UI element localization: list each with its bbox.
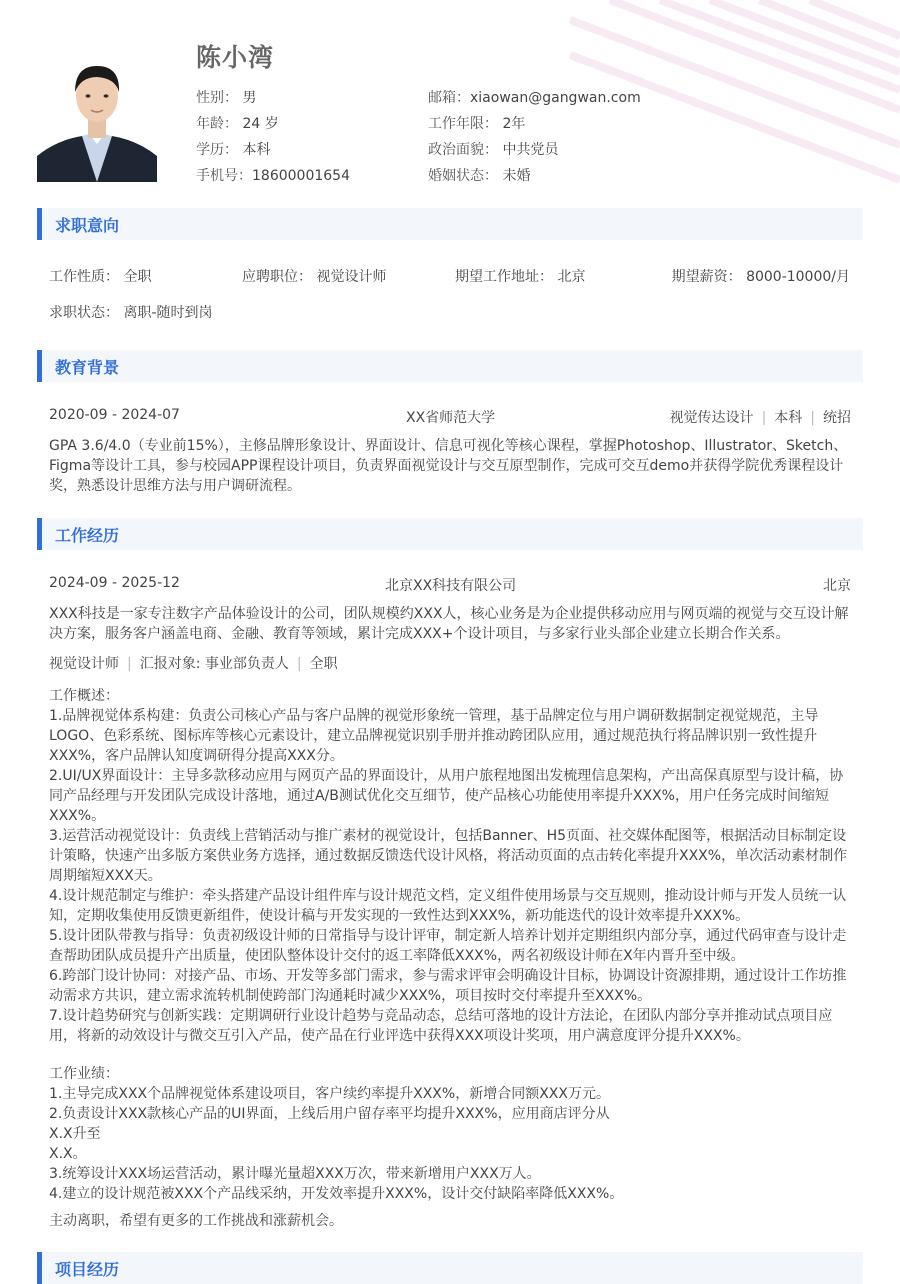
result-item: 1.主导完成XXX个品牌视觉体系建设项目，客户续约率提升XXX%，新增合同额XXX万元。 bbox=[49, 1086, 610, 1102]
email-info: 邮箱：xiaowan@gangwan.com bbox=[428, 90, 641, 106]
section-header-work: 工作经历 bbox=[37, 518, 863, 550]
gender-info: 性别： 男 bbox=[196, 90, 257, 106]
education-info: 学历： 本科 bbox=[196, 142, 271, 158]
result-item: X.X。 bbox=[49, 1146, 87, 1162]
candidate-name: 陈小湾 bbox=[196, 43, 275, 72]
edu-meta: 视觉传达设计 | 本科 | 统招 bbox=[669, 410, 851, 426]
phone-info: 手机号：18600001654 bbox=[196, 168, 350, 184]
result-item: 3.统筹设计XXX场运营活动，累计曝光量超XXX万次，带来新增用户XXX万人。 bbox=[49, 1166, 541, 1182]
result-item: X.X升至 bbox=[49, 1126, 101, 1142]
job-city: 期望工作地址： 北京 bbox=[455, 269, 586, 285]
age-info: 年龄： 24 岁 bbox=[196, 116, 279, 132]
job-position: 应聘职位： 视觉设计师 bbox=[242, 269, 387, 285]
overview-item: 5.设计团队带教与指导：负责初级设计师的日常指导与设计评审，制定新人培养计划并定期组织内部分享，通过代码审查与设计走查帮助团队成员提升产出质量，使团队整体设计交付的返工率降低XXX%，两名初级设计师在X年内晋升至中级。 bbox=[49, 928, 847, 964]
years-info: 工作年限： 2年 bbox=[428, 116, 526, 132]
edu-school: XX省师范大学 bbox=[406, 410, 496, 426]
edu-period: 2020-09 - 2024-07 bbox=[49, 407, 180, 423]
overview-item: 7.设计趋势研究与创新实践：定期调研行业设计趋势与竞品动态，总结可落地的设计方法论，在团队内部分享并推动试点项目应用，将新的动效设计与微交互引入产品，使产品在行业评选中获得XXX项设计奖项，用户满意度评分提升XXX%。 bbox=[49, 1008, 833, 1044]
overview-title: 工作概述： bbox=[49, 688, 119, 704]
work-city: 北京 bbox=[823, 578, 851, 594]
section-header-education: 教育背景 bbox=[37, 350, 863, 382]
result-item: 4.建立的设计规范被XXX个产品线采纳，开发效率提升XXX%，设计交付缺陷率降低XXX%。 bbox=[49, 1186, 624, 1202]
section-header-project: 项目经历 bbox=[37, 1252, 863, 1284]
overview-item: 4.设计规范制定与维护：牵头搭建产品设计组件库与设计规范文档，定义组件使用场景与交互规则，推动设计师与开发人员统一认知，定期收集使用反馈更新组件，使设计稿与开发实现的一致性达到XXX%，新功能迭代的设计效率提升XXX%。 bbox=[49, 888, 847, 924]
marital-info: 婚姻状态： 未婚 bbox=[428, 168, 531, 184]
overview-item: 3.运营活动视觉设计：负责线上营销活动与推广素材的视觉设计，包括Banner、H5页面、社交媒体配图等，根据活动目标制定设计策略，快速产出多版方案供业务方选择，通过数据反馈迭代设计风格，将活动页面的点击转化率提升XXX%，单次活动素材制作周期缩短XXX天。 bbox=[49, 828, 848, 884]
company-intro: XXX科技是一家专注数字产品体验设计的公司，团队规模约XXX人，核心业务是为企业提供移动应用与网页端的视觉与交互设计解决方案，服务客户涵盖电商、金融、教育等领域，累计完成XXX+个设计项目，与多家行业头部企业建立长期合作关系。 bbox=[49, 606, 849, 642]
results-title: 工作业绩： bbox=[49, 1066, 119, 1082]
overview-item: 1.品牌视觉体系构建：负责公司核心产品与客户品牌的视觉形象统一管理，基于品牌定位与用户调研数据制定视觉规范，主导LOGO、色彩系统、图标库等核心元素设计，建立品牌视觉识别手册并推动跨团队应用，通过规范执行将品牌识别一致性提升XXX%，客户品牌认知度调研得分提高XXX分。 bbox=[49, 708, 819, 764]
work-results bbox=[49, 1064, 854, 1204]
work-overview bbox=[49, 686, 854, 1046]
job-salary: 期望薪资： 8000-10000/月 bbox=[671, 269, 850, 285]
job-type: 工作性质： 全职 bbox=[49, 269, 152, 285]
work-company: 北京XX科技有限公司 bbox=[385, 578, 517, 594]
job-status: 求职状态： 离职-随时到岗 bbox=[49, 305, 213, 321]
political-info: 政治面貌： 中共党员 bbox=[428, 142, 559, 158]
work-period: 2024-09 - 2025-12 bbox=[49, 575, 180, 591]
section-header-intent: 求职意向 bbox=[37, 208, 863, 240]
avatar bbox=[37, 44, 157, 182]
leave-reason: 主动离职，希望有更多的工作挑战和涨薪机会。 bbox=[49, 1213, 343, 1229]
overview-item: 2.UI/UX界面设计：主导多款移动应用与网页产品的界面设计，从用户旅程地图出发梳理信息架构，产出高保真原型与设计稿，协同产品经理与开发团队完成设计落地，通过A/B测试优化交互细节，使产品核心功能使用率提升XXX%，用户任务完成时间缩短XXX%。 bbox=[49, 768, 844, 824]
result-item: 2.负责设计XXX款核心产品的UI界面，上线后用户留存率平均提升XXX%，应用商店评分从 bbox=[49, 1106, 610, 1122]
overview-item: 6.跨部门设计协同：对接产品、市场、开发等多部门需求，参与需求评审会明确设计目标，协调设计资源排期，通过设计工作坊推动需求方共识，建立需求流转机制使跨部门沟通耗时减少XXX%，项目按时交付率提升至XXX%。 bbox=[49, 968, 847, 1004]
work-role-meta: 视觉设计师 | 汇报对象: 事业部负责人 | 全职 bbox=[49, 656, 338, 672]
edu-description: GPA 3.6/4.0（专业前15%），主修品牌形象设计、界面设计、信息可视化等核心课程，掌握Photoshop、Illustrator、Sketch、Figma等设计工具，参与校园APP课程设计项目，负责界面视觉设计与交互原型制作，完成可交互demo并获得学院优秀课程设计奖，熟悉设计思维方法与用户调研流程。 bbox=[49, 438, 848, 494]
